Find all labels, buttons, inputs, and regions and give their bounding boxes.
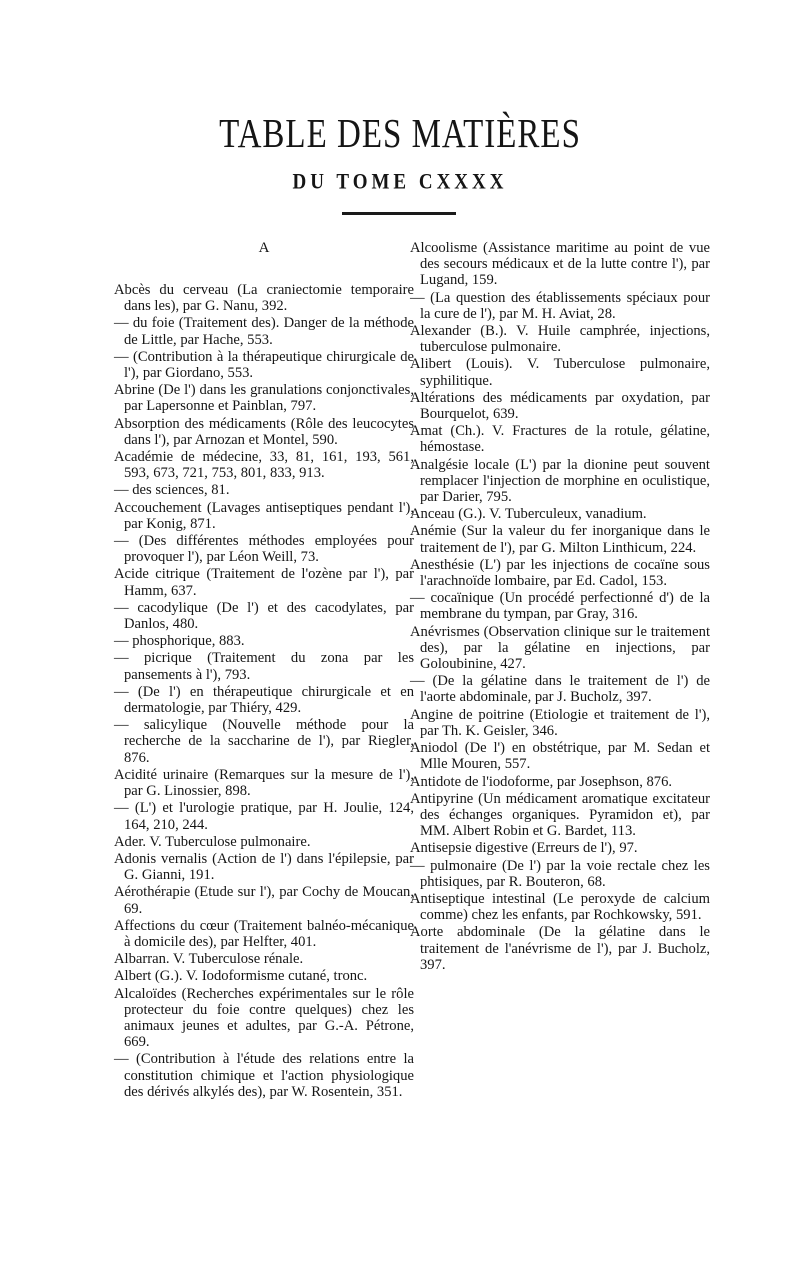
index-entry: — pulmonaire (De l') par la voie rectale chez les phtisiques, par R. Bouteron, 68.: [410, 857, 710, 890]
page-title: TABLE DES MATIÈRES: [219, 112, 581, 157]
index-entry: Affections du cœur (Traitement balnéo-mécanique à domicile des), par Helfter, 401.: [114, 917, 414, 950]
index-entry: — des sciences, 81.: [114, 482, 230, 499]
index-entry: Anceau (G.). V. Tuberculeux, vanadium.: [410, 506, 647, 523]
index-entry: — (Des différentes méthodes employées pour provoquer l'), par Léon Weill, 73.: [114, 533, 414, 566]
index-entry: Albert (G.). V. Iodoformisme cutané, tronc.: [114, 968, 368, 985]
index-entry: Alcaloïdes (Recherches expérimentales sur le rôle protecteur du foie contre quelques) chez les animaux jeunes et adultes, par G.-A. Pétrone, 669.: [114, 985, 414, 1051]
left-column: [114, 240, 414, 1101]
index-entry: — du foie (Traitement des). Danger de la méthode de Little, par Hache, 553.: [114, 315, 414, 348]
index-entry: — phosphorique, 883.: [114, 633, 245, 650]
index-entry: — (De l') en thérapeutique chirurgicale et en dermatologie, par Thiéry, 429.: [114, 683, 414, 717]
index-entry: — salicylique (Nouvelle méthode pour la recherche de la saccharine de l'), par Riegler, 876.: [114, 717, 414, 766]
index-entry: Antiseptique intestinal (Le peroxyde de calcium comme) chez les enfants, par Rochkowsky, 591.: [410, 890, 710, 924]
index-entry: Anémie (Sur la valeur du fer inorganique dans le traitement de l'), par G. Milton Linthicum, 224.: [410, 523, 710, 556]
index-entry: Antisepsie digestive (Erreurs de l'), 97.: [410, 840, 638, 857]
left-entry-list: [114, 282, 414, 1100]
index-entry: Anévrismes (Observation clinique sur le traitement des), par la gélatine en injections, par Goloubinine, 427.: [410, 623, 710, 673]
section-letter: A: [258, 240, 270, 256]
index-entry: Aorte abdominale (De la gélatine dans le traitement de l'anévrisme de l'), par J. Bucholz, 397.: [410, 924, 710, 973]
index-entry: Adonis vernalis (Action de l') dans l'épilepsie, par G. Gianni, 191.: [114, 850, 414, 884]
title-divider: [342, 212, 456, 215]
right-column: [410, 240, 710, 974]
index-entry: Anesthésie (L') par les injections de cocaïne sous l'arachnoïde lombaire, par Ed. Cadol, 153.: [410, 556, 710, 590]
index-entry: Alcoolisme (Assistance maritime au point de vue des secours médicaux et de la lutte contre l'), par Lugand, 159.: [410, 240, 710, 289]
index-entry: Antidote de l'iodoforme, par Josephson, 876.: [410, 773, 673, 790]
index-entry: Analgésie locale (L') par la dionine peut souvent remplacer l'injection de morphine en oculistique, par Darier, 795.: [410, 456, 710, 506]
right-entry-list: [410, 240, 710, 973]
index-entry: Amat (Ch.). V. Fractures de la rotule, gélatine, hémostase.: [410, 423, 710, 456]
index-entry: — (La question des établissements spéciaux pour la cure de l'), par M. H. Aviat, 28.: [410, 289, 710, 322]
index-entry: — (Contribution à l'étude des relations entre la constitution chimique et l'action physiologique des dérivés alkylés des), par W. Rosentein, 351.: [114, 1051, 414, 1100]
index-entry: Abrine (De l') dans les granulations conjonctivales, par Lapersonne et Painblan, 797.: [114, 382, 414, 415]
index-entry: Académie de médecine, 33, 81, 161, 193, 561, 593, 673, 721, 753, 801, 833, 913.: [114, 449, 414, 482]
index-entry: — picrique (Traitement du zona par les pansements à l'), 793.: [114, 650, 414, 683]
index-entry: Aérothérapie (Etude sur l'), par Cochy de Moucan, 69.: [114, 884, 414, 917]
index-entry: Albarran. V. Tuberculose rénale.: [114, 951, 304, 968]
index-entry: Abcès du cerveau (La craniectomie temporaire dans les), par G. Nanu, 392.: [114, 282, 414, 315]
index-entry: Alexander (B.). V. Huile camphrée, injections, tuberculose pulmonaire.: [410, 323, 710, 356]
index-entry: — cacodylique (De l') et des cacodylates, par Danlos, 480.: [114, 599, 414, 633]
index-entry: Ader. V. Tuberculose pulmonaire.: [114, 833, 311, 850]
index-entry: Acide citrique (Traitement de l'ozène par l'), par Hamm, 637.: [114, 566, 414, 599]
index-entry: Aniodol (De l') en obstétrique, par M. Sedan et Mlle Mouren, 557.: [410, 740, 710, 773]
index-entry: Absorption des médicaments (Rôle des leucocytes dans l'), par Arnozan et Montel, 590.: [114, 415, 414, 448]
index-entry: Acidité urinaire (Remarques sur la mesure de l'), par G. Linossier, 898.: [114, 766, 414, 800]
index-entry: — cocaïnique (Un procédé perfectionné d') de la membrane du tympan, par Gray, 316.: [410, 590, 710, 623]
index-entry: Accouchement (Lavages antiseptiques pendant l'), par Konig, 871.: [114, 499, 414, 532]
index-entry: Angine de poitrine (Etiologie et traitement de l'), par Th. K. Geisler, 346.: [410, 706, 710, 739]
index-entry: Antipyrine (Un médicament aromatique excitateur des échanges organiques. Pyramidon et), par MM. Albert Robin et G. Bardet, 113.: [410, 790, 710, 840]
page-subtitle: DU TOME CXXXX: [292, 170, 508, 195]
index-entry: — (Contribution à la thérapeutique chirurgicale de l'), par Giordano, 553.: [114, 348, 414, 382]
index-entry: Altérations des médicaments par oxydation, par Bourquelot, 639.: [410, 389, 710, 423]
index-entry: — (L') et l'urologie pratique, par H. Joulie, 124, 164, 210, 244.: [114, 800, 414, 833]
index-entry: Alibert (Louis). V. Tuberculose pulmonaire, syphilitique.: [410, 356, 710, 389]
index-entry: — (De la gélatine dans le traitement de l') de l'aorte abdominale, par J. Bucholz, 397.: [410, 673, 710, 706]
